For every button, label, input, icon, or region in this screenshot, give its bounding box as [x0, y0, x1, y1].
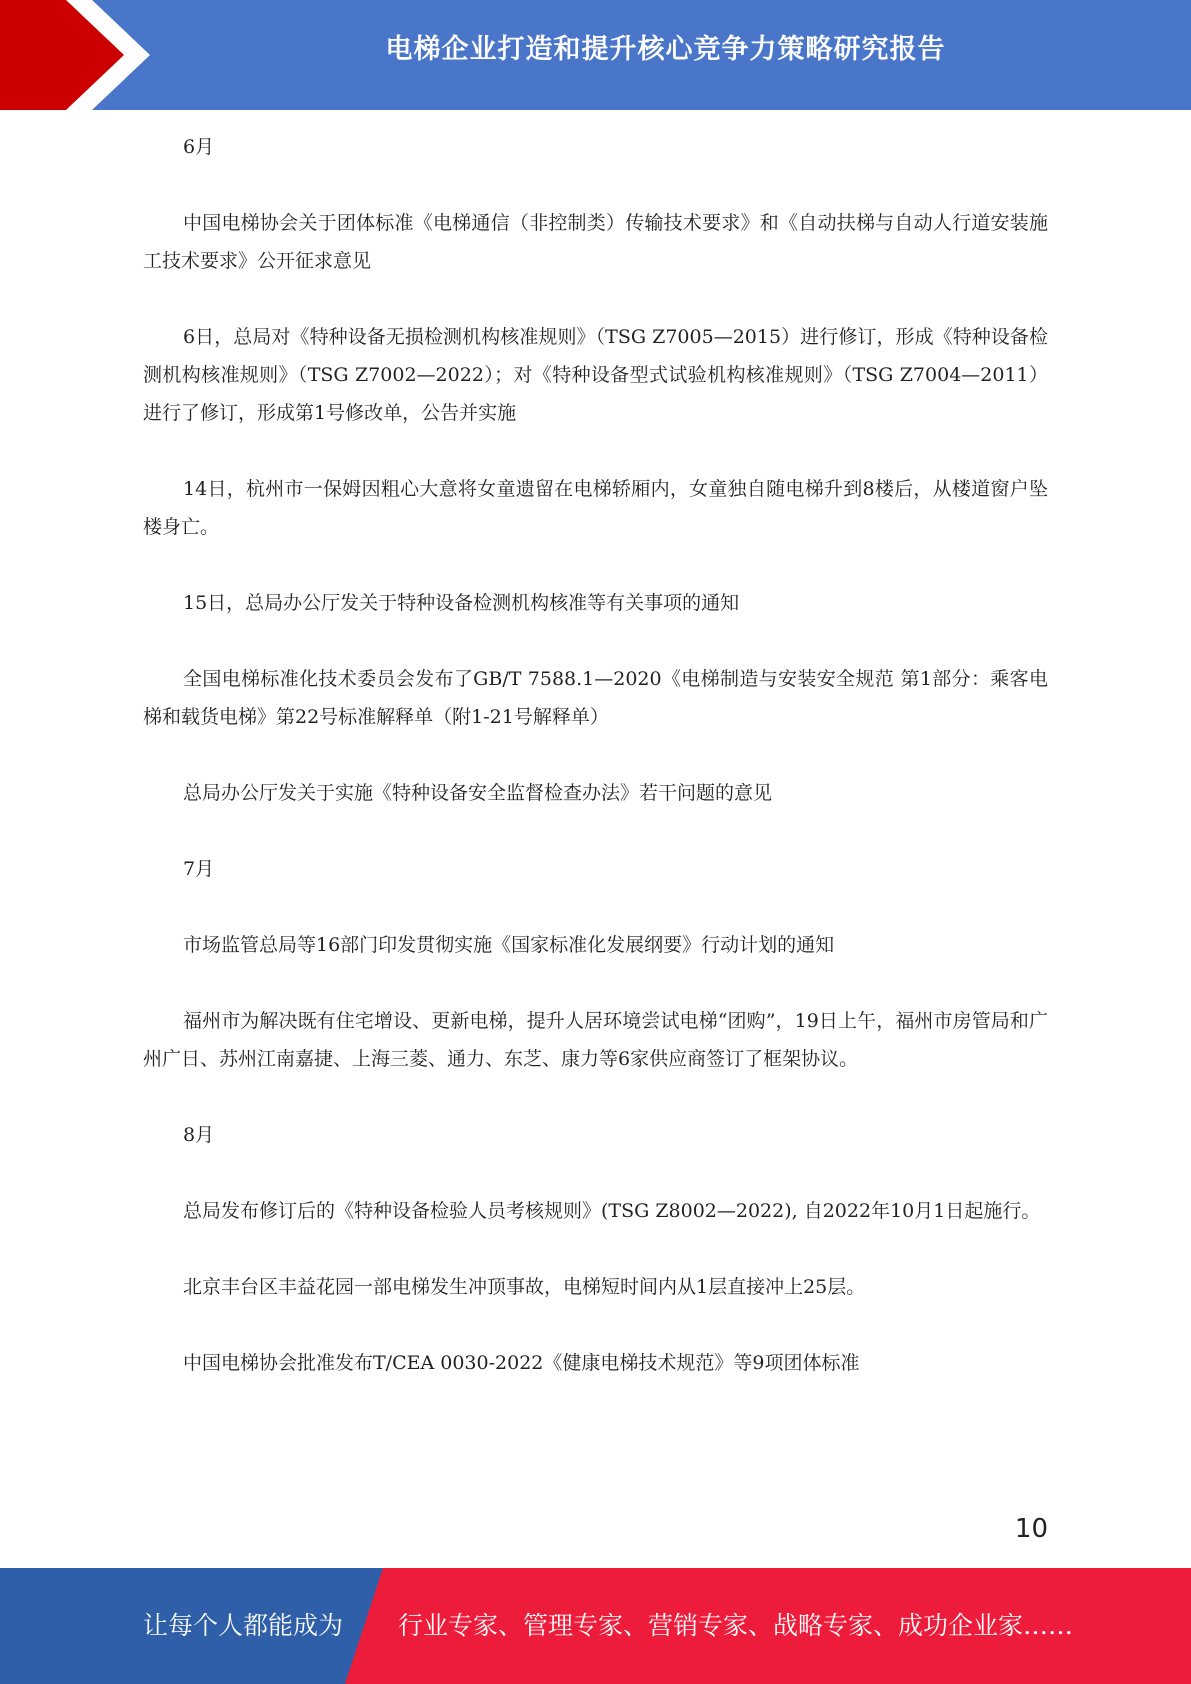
footer-slogan-right: 行业专家、管理专家、营销专家、战略专家、成功企业家…… [398, 1611, 1074, 1640]
paragraph: 总局办公厅发关于实施《特种设备安全监督检查办法》若干问题的意见 [183, 782, 773, 804]
paragraph: 14日，杭州市一保姆因粗心大意将女童遗留在电梯轿厢内，女童独自随电梯升到8楼后，从楼道窗户坠楼身亡。 [143, 478, 1048, 538]
page-number: 10 [1014, 1514, 1048, 1544]
paragraph: 6日，总局对《特种设备无损检测机构核准规则》（TSG Z7005—2015）进行修订，形成《特种设备检测机构核准规则》（TSG Z7002—2022）；对《特种设备型式试验机构核准规则》（TSG Z7004—2011）进行了修订，形成第1号修改单，公告并实施 [143, 326, 1048, 424]
paragraph: 中国电梯协会关于团体标准《电梯通信（非控制类）传输技术要求》和《自动扶梯与自动人行道安装施工技术要求》公开征求意见 [143, 212, 1048, 272]
paragraph: 15日，总局办公厅发关于特种设备检测机构核准等有关事项的通知 [183, 592, 740, 614]
page-header [0, 0, 1191, 110]
paragraph: 北京丰台区丰益花园一部电梯发生冲顶事故，电梯短时间内从1层直接冲上25层。 [183, 1276, 866, 1298]
paragraph: 全国电梯标准化技术委员会发布了GB/T 7588.1—2020《电梯制造与安装安全规范 第1部分：乘客电梯和载货电梯》第22号标准解释单（附1-21号解释单） [143, 668, 1048, 728]
paragraph: 总局发布修订后的《特种设备检验人员考核规则》(TSG Z8002—2022), 自2022年10月1日起施行。 [183, 1200, 1041, 1222]
paragraph: 福州市为解决既有住宅增设、更新电梯，提升人居环境尝试电梯“团购”，19日上午，福州市房管局和广州广日、苏州江南嘉捷、上海三菱、通力、东芝、康力等6家供应商签订了框架协议。 [143, 1010, 1048, 1070]
paragraph: 市场监管总局等16部门印发贯彻实施《国家标准化发展纲要》行动计划的通知 [183, 934, 835, 956]
footer-slogan-left: 让每个人都能成为 [143, 1611, 344, 1640]
paragraph-month-august: 8月 [183, 1124, 215, 1146]
document-title: 电梯企业打造和提升核心竞争力策略研究报告 [385, 34, 946, 65]
document-body [143, 128, 1048, 1420]
paragraph: 中国电梯协会批准发布T/CEA 0030-2022《健康电梯技术规范》等9项团体标准 [183, 1352, 860, 1374]
paragraph-month-july: 7月 [183, 858, 215, 880]
page-footer [0, 1568, 1191, 1684]
paragraph-month-june: 6月 [183, 136, 215, 158]
